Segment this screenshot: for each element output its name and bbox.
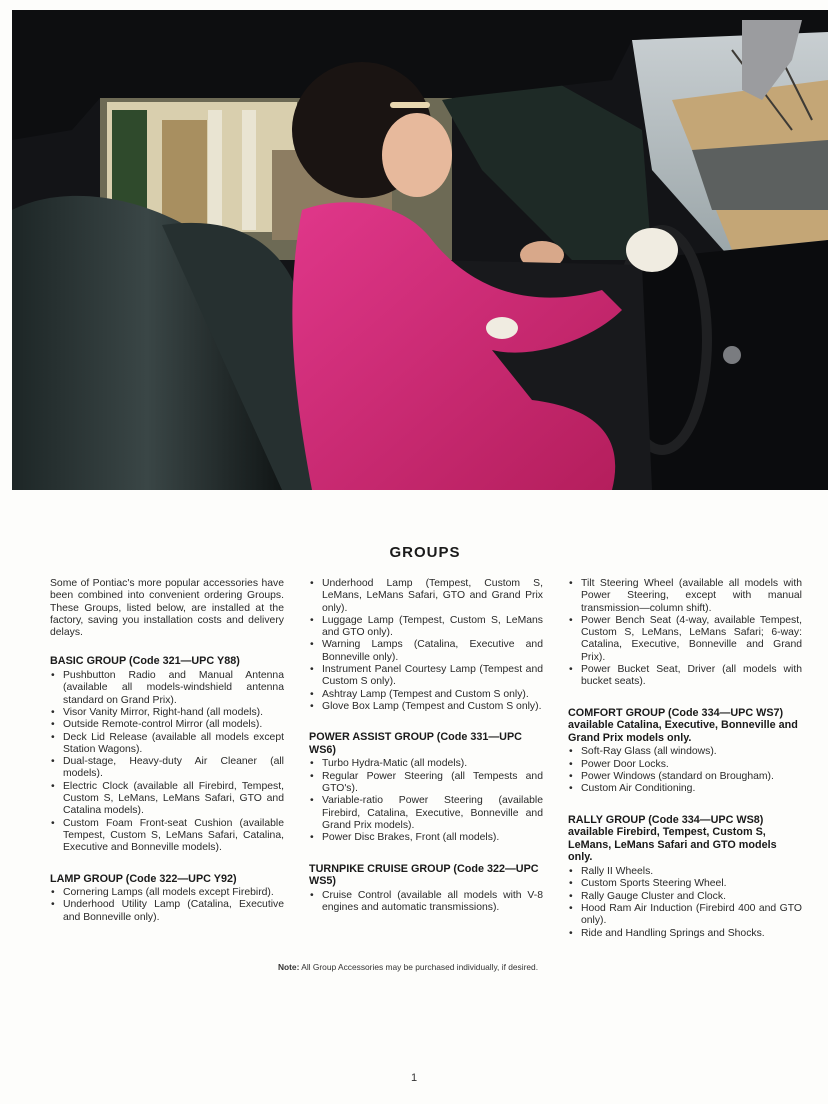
note-label: Note: [277, 962, 300, 972]
note-text: All Group Accessories may be purchased individually, if desired. [299, 962, 539, 972]
rally-group-heading: RALLY GROUP (Code 334—UPC WS8) available Firebird, Tempest, Custom S, LeMans, LeMans Safari and GTO models only. [568, 813, 777, 864]
list-item: • Tilt Steering Wheel (available all models with Power Steering, except with manual transmission—column shift). [568, 578, 802, 615]
footnote [0, 962, 816, 972]
list-item: • Regular Power Steering (all Tempests and GTO's). [309, 771, 543, 796]
list-item: • Glove Box Lamp (Tempest and Custom S only). [309, 701, 543, 713]
page-number: 1 [410, 1072, 418, 1084]
list-item: • Soft-Ray Glass (all windows). [568, 746, 802, 758]
list-item: • Hood Ram Air Induction (Firebird 400 and GTO only). [568, 903, 802, 928]
list-item: • Pushbutton Radio and Manual Antenna (available all models-windshield antenna standard on Grand Prix). [50, 670, 284, 707]
list-item: • Custom Sports Steering Wheel. [568, 878, 802, 890]
hero-photo [12, 10, 828, 490]
basic-group-list [50, 670, 284, 854]
column-2 [309, 578, 543, 932]
comfort-group-heading: COMFORT GROUP (Code 334—UPC WS7) available Catalina, Executive, Bonneville and Grand Prix models only. [568, 706, 798, 744]
lamp-group-list-continued [309, 578, 543, 713]
turnpike-cruise-group-list-continued [568, 578, 802, 689]
list-item: • Rally II Wheels. [568, 866, 802, 878]
power-assist-group-heading: POWER ASSIST GROUP (Code 331—UPC WS6) [309, 731, 522, 756]
list-item: • Variable-ratio Power Steering (available Firebird, Catalina, Executive, Bonneville and Grand Prix models). [309, 795, 543, 832]
intro-paragraph: Some of Pontiac's more popular accessories have been combined into convenient ordering Groups. These Groups, listed below, are installed at the factory, saving you installation costs and delivery delays. [50, 578, 284, 639]
list-item: • Visor Vanity Mirror, Right-hand (all models). [50, 707, 284, 719]
column-3 [568, 578, 802, 958]
list-item: • Cornering Lamps (all models except Firebird). [50, 887, 284, 899]
lamp-group-heading: LAMP GROUP (Code 322—UPC Y92) [50, 872, 237, 885]
list-item: • Warning Lamps (Catalina, Executive and Bonneville only). [309, 639, 543, 664]
list-item: • Outside Remote-control Mirror (all models). [50, 719, 284, 731]
turnpike-cruise-group-heading: TURNPIKE CRUISE GROUP (Code 322—UPC WS5) [309, 862, 539, 888]
list-item: • Dual-stage, Heavy-duty Air Cleaner (all models). [50, 756, 284, 781]
list-item: • Underhood Lamp (Tempest, Custom S, LeMans, LeMans Safari, GTO and Grand Prix only). [309, 578, 543, 615]
list-item: • Turbo Hydra-Matic (all models). [309, 758, 543, 770]
list-item: • Power Bench Seat (4-way, available Tempest, Custom S, LeMans, LeMans Safari; 6-way: Catalina, Executive, Bonneville and Grand Prix). [568, 615, 802, 664]
list-item: • Deck Lid Release (available all models except Station Wagons). [50, 732, 284, 757]
list-item: • Rally Gauge Cluster and Clock. [568, 891, 802, 903]
column-1 [50, 578, 284, 942]
list-item: • Power Windows (standard on Brougham). [568, 771, 802, 783]
list-item: • Cruise Control (available all models with V-8 engines and automatic transmissions). [309, 890, 543, 915]
list-item: • Power Door Locks. [568, 759, 802, 771]
list-item: • Custom Foam Front-seat Cushion (available Tempest, Custom S, LeMans Safari, Catalina, Executive and Bonneville models). [50, 818, 284, 855]
basic-group-heading: BASIC GROUP (Code 321—UPC Y88) [50, 655, 240, 668]
list-item: • Instrument Panel Courtesy Lamp (Tempest and Custom S only). [309, 664, 543, 689]
list-item: • Custom Air Conditioning. [568, 783, 802, 795]
power-assist-group-list [309, 758, 543, 844]
turnpike-cruise-group-list [309, 890, 543, 915]
lamp-group-list [50, 887, 284, 924]
list-item: • Ashtray Lamp (Tempest and Custom S only). [309, 689, 543, 701]
list-item: • Ride and Handling Springs and Shocks. [568, 928, 802, 940]
page-title: GROUPS [389, 544, 461, 561]
list-item: • Underhood Utility Lamp (Catalina, Executive and Bonneville only). [50, 899, 284, 924]
list-item: • Power Disc Brakes, Front (all models). [309, 832, 543, 844]
list-item: • Electric Clock (available all Firebird, Tempest, Custom S, LeMans, LeMans Safari, GTO and Catalina models). [50, 781, 284, 818]
list-item: • Power Bucket Seat, Driver (all models with bucket seats). [568, 664, 802, 689]
comfort-group-list [568, 746, 802, 795]
rally-group-list [568, 866, 802, 940]
list-item: • Luggage Lamp (Tempest, Custom S, LeMans and GTO only). [309, 615, 543, 640]
